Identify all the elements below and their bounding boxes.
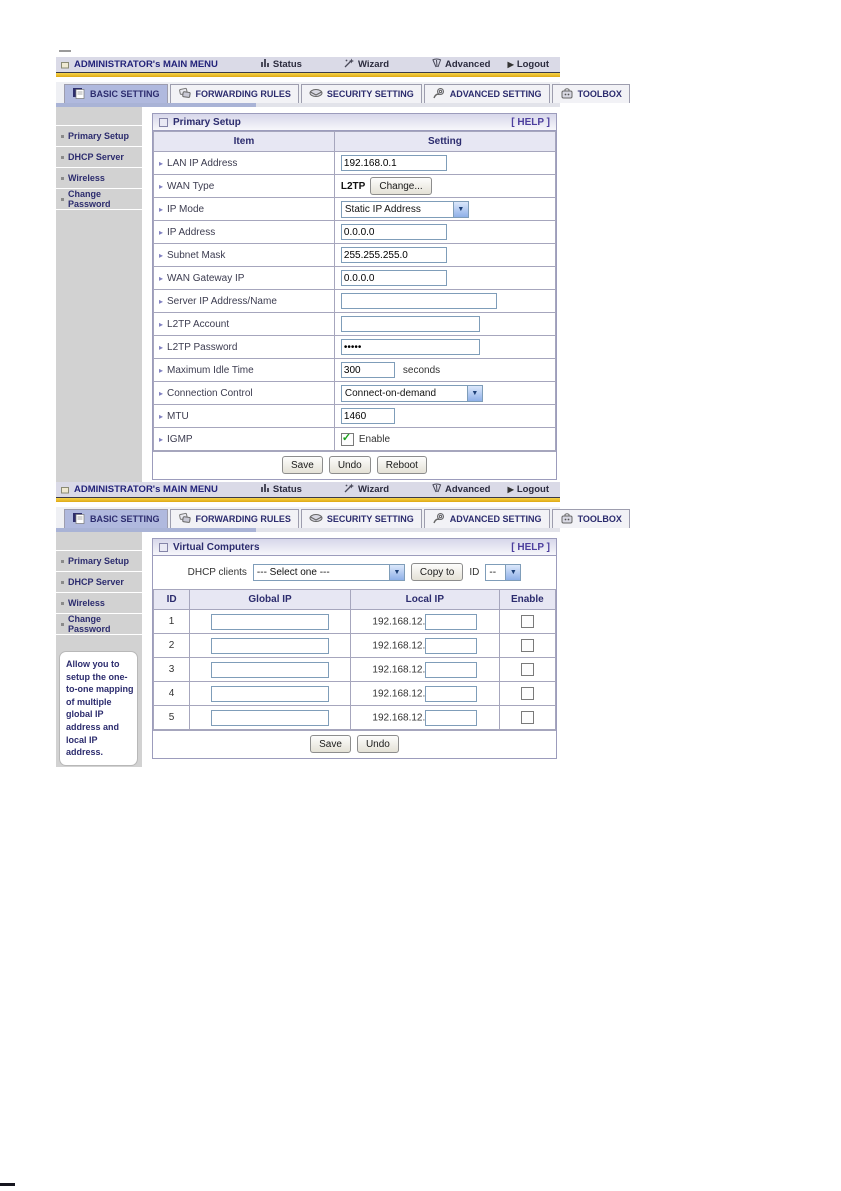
row-bullet-icon: ▸	[159, 319, 164, 329]
row-bullet-icon: ▸	[159, 411, 164, 421]
panel-header	[153, 114, 556, 131]
main-content	[142, 532, 560, 767]
tab-basic-setting[interactable]	[64, 84, 168, 103]
sidebar-item-label: Wireless	[68, 173, 105, 183]
menu-title: ADMINISTRATOR's MAIN MENU	[74, 59, 218, 70]
tab-label: TOOLBOX	[577, 89, 622, 99]
virtual-computers-panel	[152, 538, 557, 759]
row-label: LAN IP Address	[167, 157, 238, 169]
dhcp-copy-controls	[153, 556, 556, 589]
dropdown-arrow-icon: ▼	[453, 202, 468, 217]
row-label: Maximum Idle Time	[167, 364, 254, 376]
select-value: Connect-on-demand	[344, 387, 437, 399]
menu-item-wizard[interactable]	[344, 58, 389, 71]
tab-label: SECURITY SETTING	[326, 89, 414, 99]
l2tp-account-input[interactable]	[341, 316, 480, 332]
tab-toolbox[interactable]	[552, 84, 630, 103]
local-ip-prefix: 192.168.12.	[372, 712, 426, 723]
dropdown-arrow-icon: ▼	[467, 386, 482, 401]
undo-button[interactable]: Undo	[357, 735, 399, 753]
setting-row	[154, 336, 556, 359]
tab-label: ADVANCED SETTING	[449, 89, 542, 99]
menu-square-icon	[61, 61, 70, 69]
setting-row	[154, 313, 556, 336]
dhcp-clients-label: DHCP clients	[187, 566, 247, 578]
sidebar-help-note: Allow you to setup the one-to-one mapping of multiple global IP address and local IP address.	[59, 651, 138, 766]
toolbox-icon	[560, 87, 574, 101]
server-ip-address-name-input[interactable]	[341, 293, 497, 309]
menu-item-label: Advanced	[445, 59, 491, 70]
scan-artifact-bottom-left	[0, 1183, 15, 1186]
row-label: IGMP	[167, 433, 193, 445]
tab-label: ADVANCED SETTING	[449, 514, 542, 524]
enable-checkbox-4[interactable]	[521, 687, 534, 700]
panel-title: Primary Setup	[173, 116, 241, 128]
menu-item-advanced[interactable]	[431, 483, 490, 496]
sidebar-item-change-password[interactable]	[56, 189, 142, 210]
sidebar-item-label: Primary Setup	[68, 556, 130, 566]
forwarding-rules-icon	[178, 512, 192, 526]
setting-row	[154, 267, 556, 290]
row-label: L2TP Password	[167, 341, 238, 353]
setting-row	[154, 198, 556, 221]
virtual-computer-row	[154, 634, 556, 658]
virtual-computers-table	[153, 589, 556, 730]
row-id: 1	[154, 610, 190, 634]
sidebar-nav	[56, 107, 142, 488]
menu-item-label: Wizard	[357, 484, 389, 495]
row-id: 4	[154, 682, 190, 706]
checkbox-label: Enable	[358, 433, 391, 445]
virtual-computer-row	[154, 658, 556, 682]
logout-link[interactable]	[508, 484, 549, 495]
virtual-computer-row	[154, 706, 556, 730]
menu-item-advanced[interactable]	[431, 58, 490, 71]
column-header-id: ID	[154, 590, 190, 610]
sidebar-item-dhcp-server[interactable]	[56, 572, 142, 593]
tab-advanced-setting[interactable]	[424, 84, 550, 103]
bullet-icon	[61, 156, 64, 159]
sidebar-nav	[56, 532, 142, 767]
save-button[interactable]: Save	[310, 735, 351, 753]
select-value: Static IP Address	[344, 203, 421, 215]
row-label: Server IP Address/Name	[167, 295, 277, 307]
row-bullet-icon: ▸	[159, 434, 164, 444]
action-button-row	[153, 451, 556, 479]
sidebar-item-label: Change Password	[68, 614, 111, 634]
security-setting-icon	[309, 87, 323, 101]
local-ip-prefix: 192.168.12.	[372, 640, 426, 651]
row-id: 3	[154, 658, 190, 682]
sidebar-item-label: Change Password	[68, 189, 111, 209]
bullet-icon	[61, 135, 64, 138]
panel-square-icon	[159, 543, 168, 552]
panel-title: Virtual Computers	[173, 541, 260, 553]
panel-square-icon	[159, 118, 168, 127]
setting-row	[154, 221, 556, 244]
router-admin-screen-virtual-computers	[56, 482, 622, 767]
bullet-icon	[61, 623, 64, 626]
row-label: IP Mode	[167, 203, 205, 215]
global-ip-input-3[interactable]	[211, 662, 329, 678]
tab-label: SECURITY SETTING	[326, 514, 414, 524]
tab-toolbox[interactable]	[552, 509, 630, 528]
main-content	[142, 107, 560, 488]
status-icon	[260, 58, 270, 71]
advanced-setting-icon	[432, 87, 446, 101]
igmp-enable-checkbox[interactable]	[341, 433, 354, 446]
router-admin-screen-primary-setup	[56, 57, 622, 488]
column-header-enable: Enable	[499, 590, 555, 610]
logout-label: Logout	[516, 59, 549, 70]
local-ip-prefix: 192.168.12.	[372, 616, 426, 627]
forwarding-rules-icon	[178, 87, 192, 101]
tab-label: BASIC SETTING	[90, 514, 160, 524]
security-setting-icon	[309, 512, 323, 526]
change-button[interactable]: Change...	[370, 177, 431, 195]
menu-item-label: Status	[272, 484, 302, 495]
row-bullet-icon: ▸	[159, 181, 164, 191]
row-bullet-icon: ▸	[159, 365, 164, 375]
advanced-icon	[431, 58, 442, 71]
row-label: L2TP Account	[167, 318, 230, 330]
panel-header	[153, 539, 556, 556]
wizard-icon	[344, 58, 355, 71]
global-ip-input-4[interactable]	[211, 686, 329, 702]
tab-label: FORWARDING RULES	[195, 89, 291, 99]
tab-label: BASIC SETTING	[90, 89, 160, 99]
virtual-computer-row	[154, 682, 556, 706]
ip-mode-select[interactable]	[341, 201, 469, 218]
tab-advanced-setting[interactable]	[424, 509, 550, 528]
wizard-icon	[344, 483, 355, 496]
row-bullet-icon: ▸	[159, 342, 164, 352]
sidebar-item-dhcp-server[interactable]	[56, 147, 142, 168]
input-suffix-label: seconds	[402, 364, 441, 376]
toolbox-icon	[560, 512, 574, 526]
table-header-row	[154, 590, 556, 610]
ip-address-input[interactable]	[341, 224, 447, 240]
select-value: --	[489, 566, 497, 578]
advanced-icon	[431, 483, 442, 496]
main-tab-bar	[56, 507, 622, 528]
menu-item-wizard[interactable]	[344, 483, 389, 496]
help-link[interactable]: [ HELP ]	[511, 541, 550, 553]
subnet-mask-input[interactable]	[341, 247, 447, 263]
row-label: MTU	[167, 410, 189, 422]
row-bullet-icon: ▸	[159, 250, 164, 260]
save-button[interactable]: Save	[282, 456, 323, 474]
maximum-idle-time-input[interactable]	[341, 362, 395, 378]
menu-item-status[interactable]	[260, 58, 302, 71]
row-id: 2	[154, 634, 190, 658]
setting-row	[154, 175, 556, 198]
local-ip-prefix: 192.168.12.	[372, 664, 426, 675]
global-ip-input-2[interactable]	[211, 638, 329, 654]
setting-row	[154, 405, 556, 428]
local-ip-input-2[interactable]	[425, 638, 477, 654]
global-ip-input-1[interactable]	[211, 614, 329, 630]
local-ip-input-4[interactable]	[425, 686, 477, 702]
tab-label: TOOLBOX	[577, 514, 622, 524]
row-bullet-icon: ▸	[159, 388, 164, 398]
virtual-computer-row	[154, 610, 556, 634]
dropdown-arrow-icon: ▼	[389, 565, 404, 580]
setting-row	[154, 382, 556, 405]
mtu-input[interactable]	[341, 408, 395, 424]
tab-basic-setting[interactable]	[64, 509, 168, 528]
row-label: Connection Control	[167, 387, 253, 399]
row-id: 5	[154, 706, 190, 730]
lan-ip-address-input[interactable]	[341, 155, 447, 171]
setting-row	[154, 244, 556, 267]
menu-square-icon	[61, 486, 70, 494]
row-bullet-icon: ▸	[159, 227, 164, 237]
tab-security-setting[interactable]	[301, 509, 422, 528]
select-value: --- Select one ---	[256, 566, 330, 578]
row-bullet-icon: ▸	[159, 273, 164, 283]
enable-checkbox-1[interactable]	[521, 615, 534, 628]
column-header-setting: Setting	[334, 132, 555, 152]
wan-gateway-ip-input[interactable]	[341, 270, 447, 286]
enable-checkbox-3[interactable]	[521, 663, 534, 676]
l2tp-password-input[interactable]	[341, 339, 480, 355]
menu-item-label: Advanced	[445, 484, 491, 495]
global-ip-input-5[interactable]	[211, 710, 329, 726]
status-icon	[260, 483, 270, 496]
table-header-row	[154, 132, 556, 152]
basic-setting-icon	[72, 87, 86, 101]
sidebar-item-label: DHCP Server	[68, 152, 124, 162]
setting-row	[154, 152, 556, 175]
tab-forwarding-rules[interactable]	[170, 84, 299, 103]
column-header-local-ip: Local IP	[350, 590, 499, 610]
menu-title: ADMINISTRATOR's MAIN MENU	[74, 484, 218, 495]
bullet-icon	[61, 560, 64, 563]
settings-table	[153, 131, 556, 451]
main-tab-bar	[56, 82, 622, 103]
sidebar-item-label: Wireless	[68, 598, 105, 608]
column-header-item: Item	[154, 132, 335, 152]
sidebar-item-label: Primary Setup	[68, 131, 130, 141]
row-label: WAN Type	[167, 180, 215, 192]
column-header-global-ip: Global IP	[190, 590, 351, 610]
tab-forwarding-rules[interactable]	[170, 509, 299, 528]
advanced-setting-icon	[432, 512, 446, 526]
setting-row	[154, 428, 556, 451]
dropdown-arrow-icon: ▼	[505, 565, 520, 580]
sidebar-item-primary-setup[interactable]	[56, 125, 142, 147]
logout-arrow-icon: ▶	[507, 485, 514, 494]
bullet-icon	[61, 198, 64, 201]
enable-checkbox-2[interactable]	[521, 639, 534, 652]
setting-row	[154, 359, 556, 382]
local-ip-input-3[interactable]	[425, 662, 477, 678]
row-label: WAN Gateway IP	[167, 272, 245, 284]
local-ip-input-5[interactable]	[425, 710, 477, 726]
action-button-row	[153, 730, 556, 758]
row-label: IP Address	[167, 226, 216, 238]
connection-control-select[interactable]	[341, 385, 483, 402]
basic-setting-icon	[72, 512, 86, 526]
bullet-icon	[61, 581, 64, 584]
logout-link[interactable]	[508, 59, 549, 70]
row-bullet-icon: ▸	[159, 204, 164, 214]
logout-arrow-icon: ▶	[507, 60, 514, 69]
primary-setup-panel	[152, 113, 557, 480]
local-ip-input-1[interactable]	[425, 614, 477, 630]
reboot-button[interactable]: Reboot	[377, 456, 427, 474]
help-link[interactable]: [ HELP ]	[511, 116, 550, 128]
dhcp-clients-select[interactable]	[253, 564, 405, 581]
menu-item-status[interactable]	[260, 483, 302, 496]
sidebar-item-wireless[interactable]	[56, 593, 142, 614]
wan-type-value: L2TP	[340, 180, 366, 192]
bullet-icon	[61, 177, 64, 180]
sidebar-item-primary-setup[interactable]	[56, 550, 142, 572]
top-menu-bar	[56, 57, 560, 73]
sidebar-item-label: DHCP Server	[68, 577, 124, 587]
tab-security-setting[interactable]	[301, 84, 422, 103]
id-select[interactable]	[485, 564, 521, 581]
local-ip-prefix: 192.168.12.	[372, 688, 426, 699]
bullet-icon	[61, 602, 64, 605]
row-bullet-icon: ▸	[159, 296, 164, 306]
row-bullet-icon: ▸	[159, 158, 164, 168]
top-menu-bar	[56, 482, 560, 498]
copy-to-button[interactable]: Copy to	[411, 563, 463, 581]
menu-item-label: Wizard	[357, 59, 389, 70]
row-label: Subnet Mask	[167, 249, 226, 261]
logout-label: Logout	[516, 484, 549, 495]
enable-checkbox-5[interactable]	[521, 711, 534, 724]
undo-button[interactable]: Undo	[329, 456, 371, 474]
id-label: ID	[469, 566, 480, 578]
sidebar-item-wireless[interactable]	[56, 168, 142, 189]
setting-row	[154, 290, 556, 313]
scan-artifact-top	[59, 50, 71, 52]
menu-item-label: Status	[272, 59, 302, 70]
sidebar-item-change-password[interactable]	[56, 614, 142, 635]
tab-label: FORWARDING RULES	[195, 514, 291, 524]
